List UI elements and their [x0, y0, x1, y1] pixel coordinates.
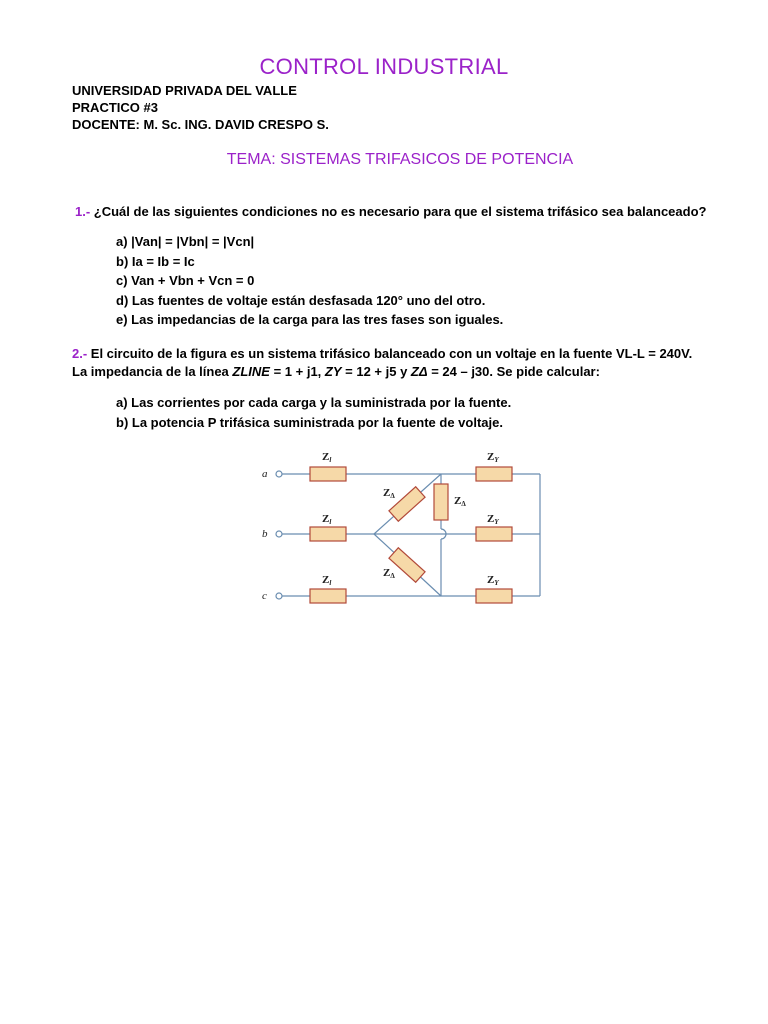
line-impedance-c-icon: [310, 589, 346, 603]
q2-text-part-b: = 1 + j1,: [269, 364, 325, 379]
wye-impedance-a-label: ZY: [487, 451, 499, 464]
line-impedance-b-icon: [310, 527, 346, 541]
wye-impedance-b-icon: [476, 527, 512, 541]
q2-text-part-c: = 12 + j5 y: [341, 364, 411, 379]
question-2-line-2: [72, 364, 600, 379]
wye-impedance-c-label: ZY: [487, 574, 499, 587]
delta-impedance-upper-label: ZΔ: [383, 487, 395, 500]
wye-impedance-a-icon: [476, 467, 512, 481]
question-1-text: ¿Cuál de las siguientes condiciones no es necesario para que el sistema trifásico sea balanceado?: [90, 204, 707, 219]
q1-option-a: a) |Van| = |Vbn| = |Vcn|: [116, 234, 255, 249]
wye-impedance-b-label: ZY: [487, 513, 499, 526]
page-title: CONTROL INDUSTRIAL: [259, 54, 509, 79]
line-impedance-a-label: Zl: [322, 451, 332, 464]
q1-option-b: b) Ia = Ib = Ic: [116, 253, 195, 269]
line-impedance-a-icon: [310, 467, 346, 481]
delta-impedance-lower-label: ZΔ: [383, 567, 395, 580]
terminal-a-label: a: [262, 468, 268, 480]
university-name: UNIVERSIDAD PRIVADA DEL VALLE: [72, 83, 297, 98]
q1-option-c: c) Van + Vbn + Vcn = 0: [116, 273, 255, 288]
zy-symbol: ZY: [324, 364, 342, 379]
q2-option-b: b) La potencia P trifásica suministrada por la fuente de voltaje.: [116, 414, 503, 430]
q1-option-d: d) Las fuentes de voltaje están desfasada 120° uno del otro.: [116, 292, 486, 308]
question-1-number: 1.-: [75, 204, 91, 219]
q1-option-e: e) Las impedancias de la carga para las tres fases son iguales.: [116, 312, 504, 327]
terminal-b-icon: [276, 531, 282, 537]
teacher-name: DOCENTE: M. Sc. ING. DAVID CRESPO S.: [72, 117, 329, 132]
three-phase-circuit-diagram: [258, 444, 548, 609]
wye-impedance-c-icon: [476, 589, 512, 603]
question-2-line-1: [72, 346, 692, 361]
practice-number: PRACTICO #3: [72, 100, 158, 115]
question-2-text: El circuito de la figura es un sistema trifásico balanceado con un voltaje en la fuente VL-L = 240V.: [87, 346, 693, 361]
question-1-options: [116, 232, 503, 330]
terminal-c-icon: [276, 593, 282, 599]
question-2-options: [116, 393, 511, 432]
q2-text-part-d: = 24 – j30. Se pide calcular:: [427, 364, 600, 379]
zline-symbol: ZLINE: [232, 364, 270, 379]
q2-option-a: a) Las corrientes por cada carga y la suministrada por la fuente.: [116, 395, 512, 410]
delta-impedance-vertical-label: ZΔ: [454, 495, 466, 508]
zdelta-symbol: ZΔ: [410, 364, 428, 379]
q2-text-part-a: La impedancia de la línea: [72, 364, 233, 379]
topic-heading: TEMA: SISTEMAS TRIFASICOS DE POTENCIA: [226, 151, 574, 168]
header-block: [72, 82, 329, 133]
line-impedance-c-label: Zl: [322, 574, 332, 587]
delta-impedance-vertical-icon: [434, 484, 448, 520]
question-1: [75, 204, 706, 219]
terminal-c-label: c: [262, 590, 267, 602]
terminal-b-label: b: [262, 528, 268, 540]
question-2-number: 2.-: [72, 346, 88, 361]
terminal-a-icon: [276, 471, 282, 477]
line-impedance-b-label: Zl: [322, 513, 332, 526]
